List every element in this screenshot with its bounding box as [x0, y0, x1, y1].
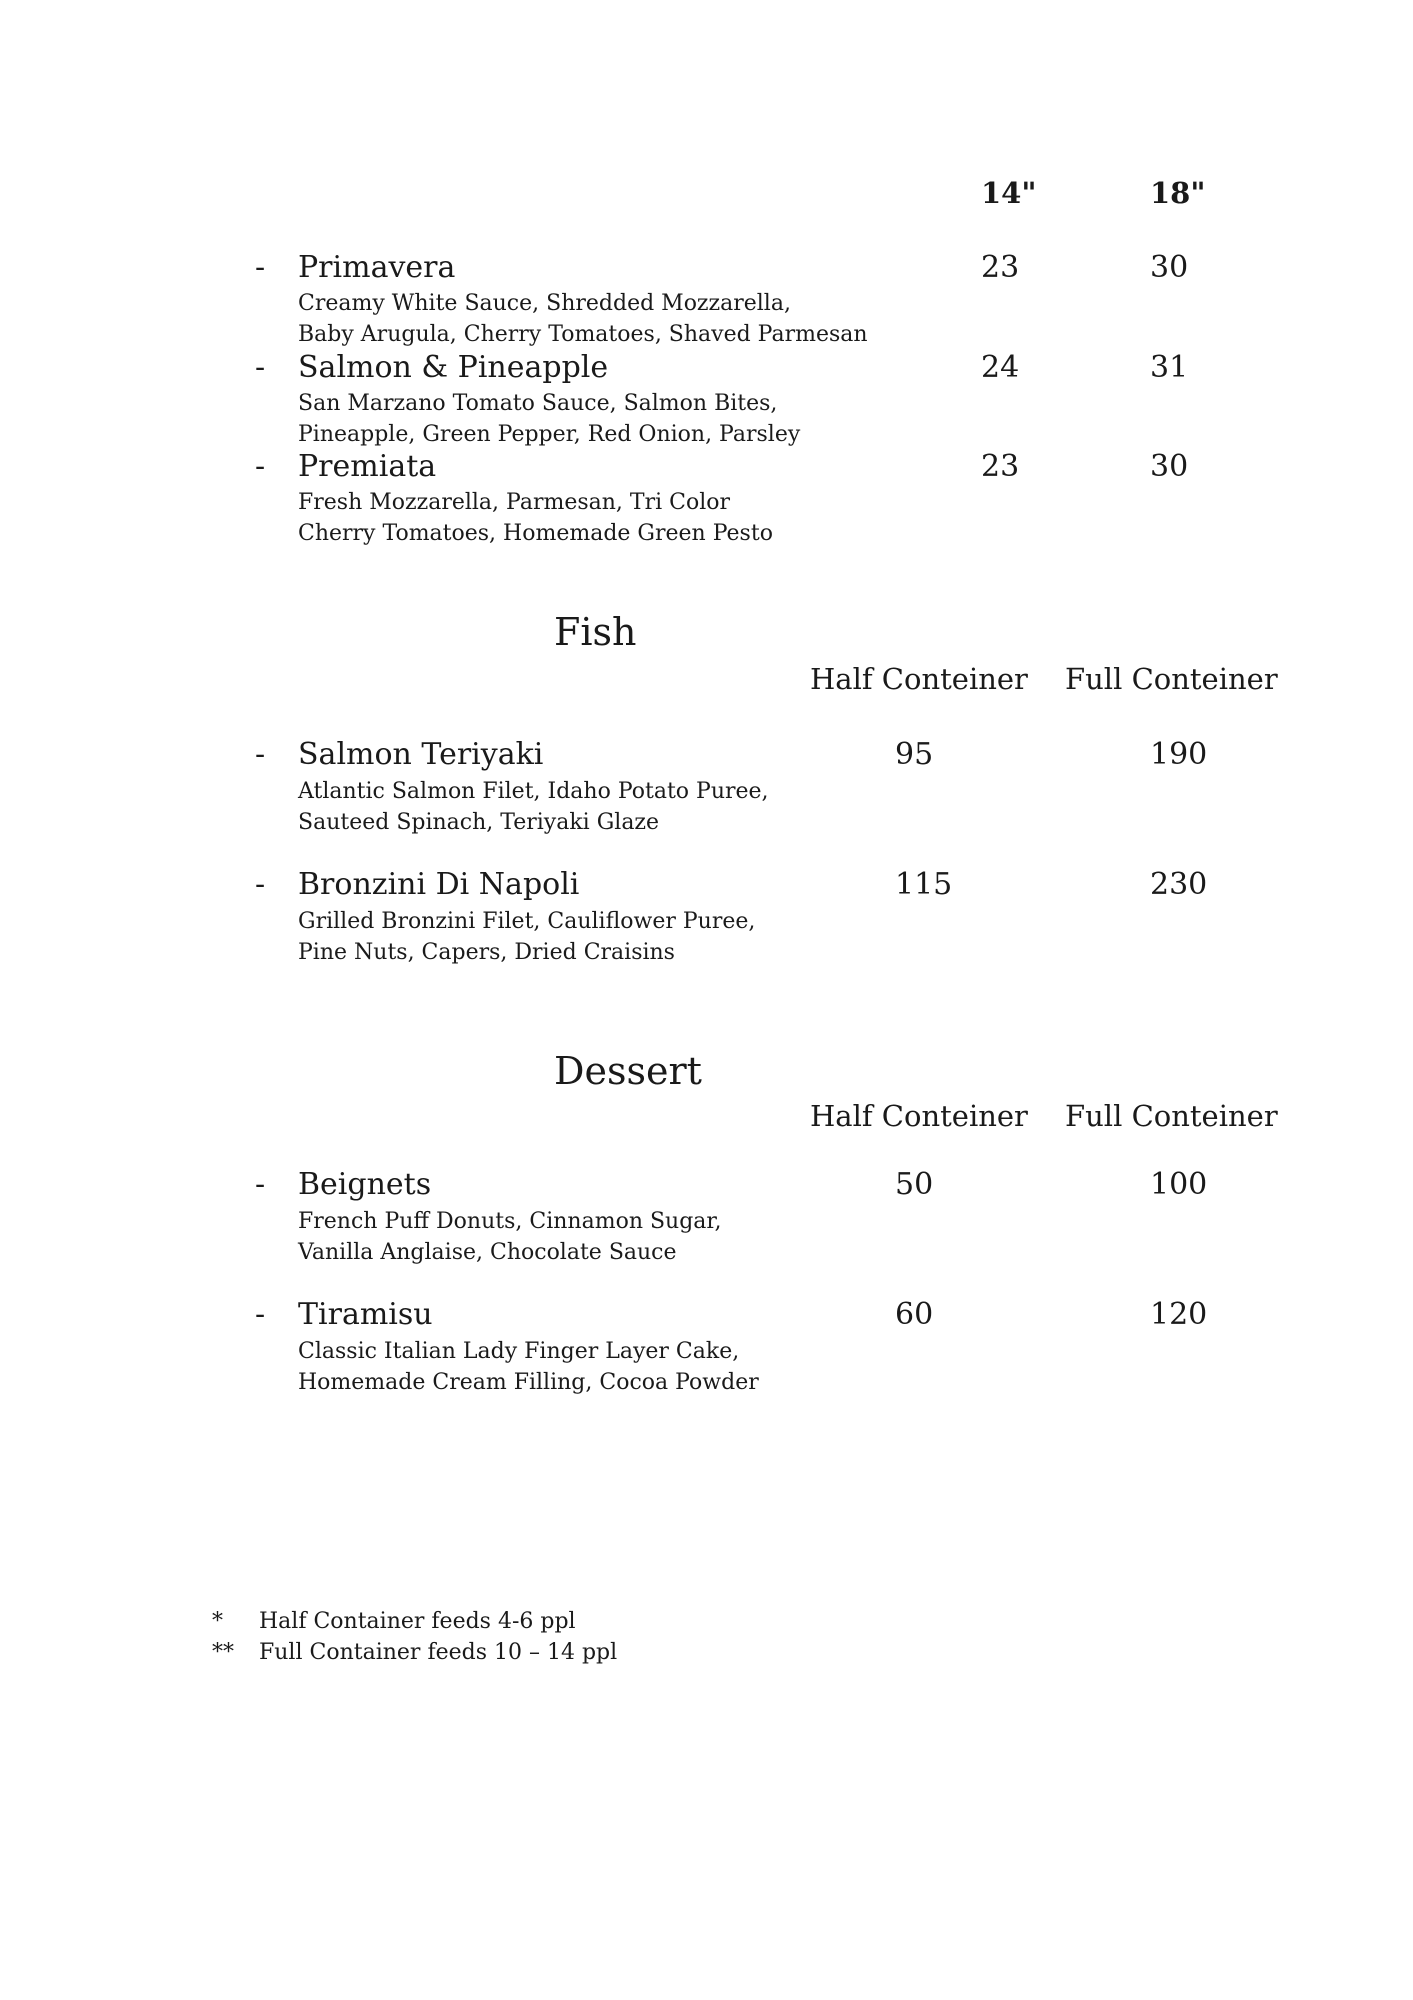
price-full: 190 — [1150, 737, 1208, 772]
section-title-fish: Fish — [554, 610, 637, 654]
item-desc-line1: French Puff Donuts, Cinnamon Sugar, — [298, 1209, 722, 1234]
section-title-dessert: Dessert — [554, 1049, 702, 1093]
price-14: 23 — [981, 449, 1020, 484]
size-14-header: 14" — [981, 176, 1037, 210]
item-dash: - — [255, 350, 266, 385]
item-name: Tiramisu — [298, 1297, 433, 1332]
price-full: 120 — [1150, 1297, 1208, 1332]
item-desc-line1: San Marzano Tomato Sauce, Salmon Bites, — [298, 391, 778, 416]
price-14: 23 — [981, 250, 1020, 285]
item-desc-line1: Classic Italian Lady Finger Layer Cake, — [298, 1339, 740, 1364]
item-desc-line2: Homemade Cream Filling, Cocoa Powder — [298, 1370, 759, 1395]
item-dash: - — [255, 1167, 266, 1202]
item-desc-line1: Creamy White Sauce, Shredded Mozzarella, — [298, 291, 791, 316]
footnote-text: Full Container feeds 10 – 14 ppl — [259, 1640, 618, 1665]
item-dash: - — [255, 250, 266, 285]
item-name: Salmon & Pineapple — [298, 350, 609, 385]
footnote-text: Half Container feeds 4-6 ppl — [259, 1609, 576, 1634]
item-name: Bronzini Di Napoli — [298, 867, 580, 902]
item-desc-line2: Baby Arugula, Cherry Tomatoes, Shaved Parmesan — [298, 322, 868, 347]
price-18: 30 — [1150, 449, 1189, 484]
item-dash: - — [255, 1297, 266, 1332]
price-half: 60 — [895, 1297, 934, 1332]
item-desc-line2: Cherry Tomatoes, Homemade Green Pesto — [298, 521, 773, 546]
size-18-header: 18" — [1150, 176, 1206, 210]
item-desc-line1: Grilled Bronzini Filet, Cauliflower Puree, — [298, 909, 756, 934]
price-full: 230 — [1150, 867, 1208, 902]
item-desc-line2: Sauteed Spinach, Teriyaki Glaze — [298, 810, 660, 835]
col-header-full: Full Conteiner — [1065, 662, 1278, 696]
footnote-mark: * — [212, 1609, 223, 1634]
item-desc-line2: Pineapple, Green Pepper, Red Onion, Parsley — [298, 422, 801, 447]
col-header-full: Full Conteiner — [1065, 1099, 1278, 1133]
price-half: 50 — [895, 1167, 934, 1202]
price-18: 30 — [1150, 250, 1189, 285]
item-desc-line2: Pine Nuts, Capers, Dried Craisins — [298, 940, 675, 965]
item-name: Salmon Teriyaki — [298, 737, 544, 772]
item-desc-line2: Vanilla Anglaise, Chocolate Sauce — [298, 1240, 677, 1265]
price-14: 24 — [981, 350, 1020, 385]
footnote-mark: ** — [212, 1640, 234, 1665]
price-half: 95 — [895, 737, 934, 772]
price-half: 115 — [895, 867, 953, 902]
item-dash: - — [255, 737, 266, 772]
item-desc-line1: Fresh Mozzarella, Parmesan, Tri Color — [298, 490, 731, 515]
col-header-half: Half Conteiner — [810, 662, 1028, 696]
item-name: Primavera — [298, 250, 456, 285]
item-name: Premiata — [298, 449, 437, 484]
item-dash: - — [255, 449, 266, 484]
item-desc-line1: Atlantic Salmon Filet, Idaho Potato Puree, — [298, 779, 769, 804]
col-header-half: Half Conteiner — [810, 1099, 1028, 1133]
price-18: 31 — [1150, 350, 1189, 385]
price-full: 100 — [1150, 1167, 1208, 1202]
item-dash: - — [255, 867, 266, 902]
item-name: Beignets — [298, 1167, 432, 1202]
